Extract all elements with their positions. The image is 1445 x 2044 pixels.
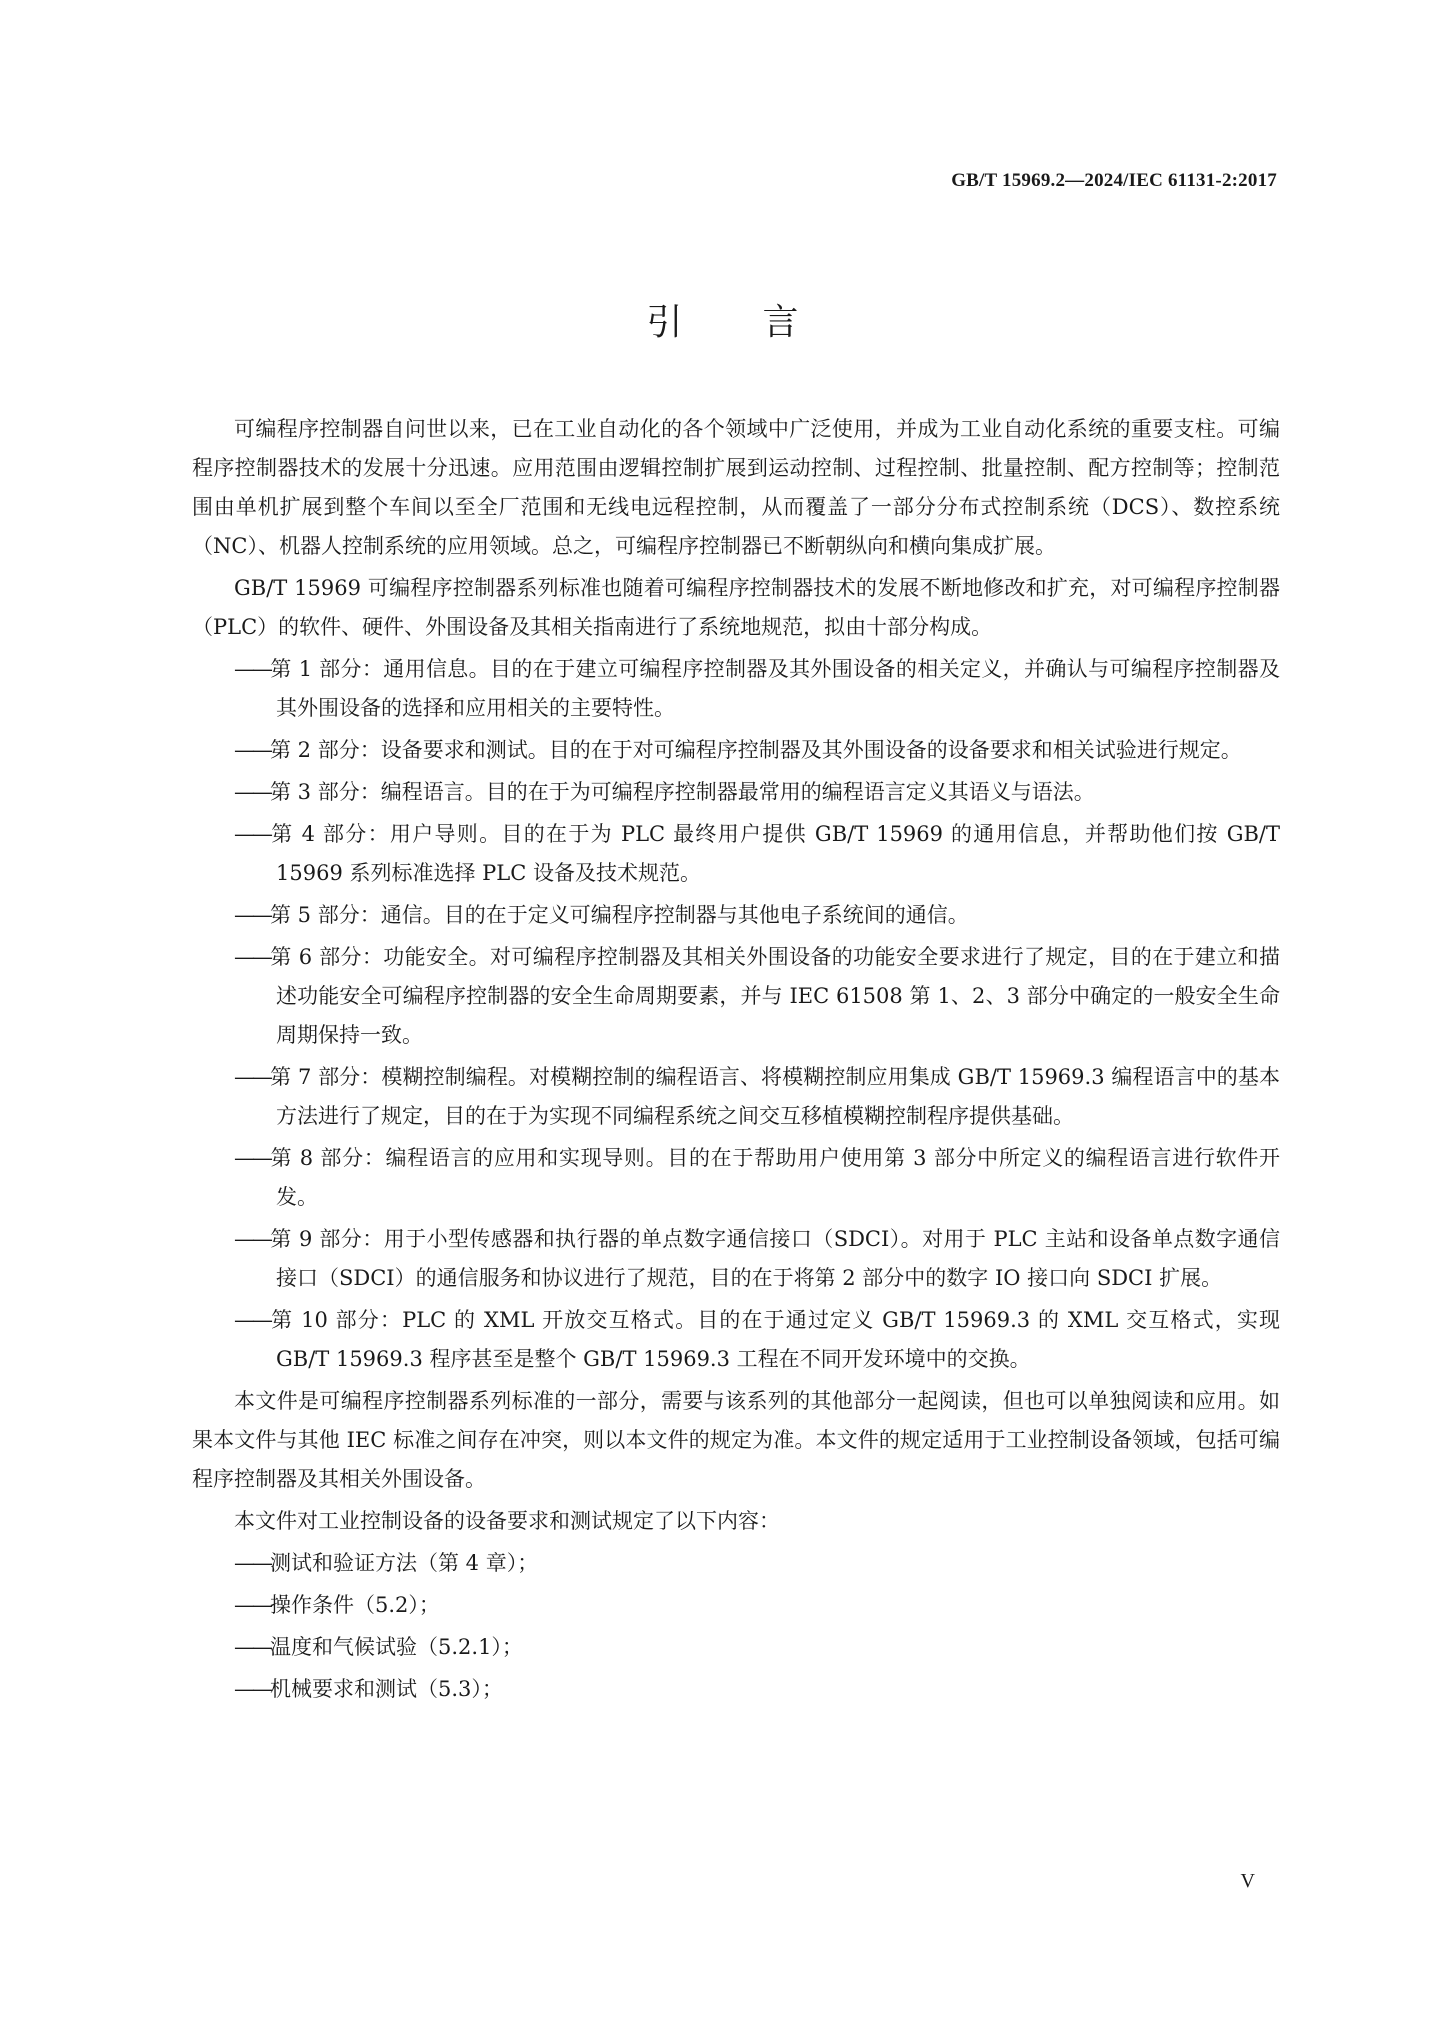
list-item-content-3 xyxy=(192,1628,1280,1667)
list-item-text: 第 6 部分：功能安全。对可编程序控制器及其相关外围设备的功能安全要求进行了规定，目的在于建立和描述功能安全可编程序控制器的安全生命周期要素，并与 IEC 61508 第 1、2、3 部分中确定的一般安全生命周期保持一致。 xyxy=(270,945,1280,1047)
dash-marker: —— xyxy=(234,1227,270,1251)
list-item-text: 第 10 部分：PLC 的 XML 开放交互格式。目的在于通过定义 GB/T 15969.3 的 XML 交互格式，实现 GB/T 15969.3 程序甚至是整个 GB/T 15969.3 工程在不同开发环境中的交换。 xyxy=(270,1308,1280,1371)
list-item-text: 机械要求和测试（5.3）； xyxy=(270,1677,503,1701)
list-item-part-1 xyxy=(192,650,1280,728)
paragraph-intro-1: 可编程序控制器自问世以来，已在工业自动化的各个领域中广泛使用，并成为工业自动化系统的重要支柱。可编程序控制器技术的发展十分迅速。应用范围由逻辑控制扩展到运动控制、过程控制、批量控制、配方控制等；控制范围由单机扩展到整个车间以至全厂范围和无线电远程控制，从而覆盖了一部分分布式控制系统（DCS）、数控系统（NC）、机器人控制系统的应用领域。总之，可编程序控制器已不断朝纵向和横向集成扩展。 xyxy=(192,417,1280,558)
standard-number-header: GB/T 15969.2—2024/IEC 61131-2:2017 xyxy=(951,170,1277,191)
list-item-text: 温度和气候试验（5.2.1）； xyxy=(270,1635,523,1659)
dash-marker: —— xyxy=(234,1308,270,1332)
list-item-text: 第 7 部分：模糊控制编程。对模糊控制的编程语言、将模糊控制应用集成 GB/T 15969.3 编程语言中的基本方法进行了规定，目的在于为实现不同编程系统之间交互移植模糊控制程序提供基础。 xyxy=(270,1065,1280,1128)
paragraph-intro-2: GB/T 15969 可编程序控制器系列标准也随着可编程序控制器技术的发展不断地修改和扩充，对可编程序控制器（PLC）的软件、硬件、外围设备及其相关指南进行了系统地规范，拟由十部分构成。 xyxy=(192,576,1280,639)
list-item-text: 第 9 部分：用于小型传感器和执行器的单点数字通信接口（SDCI）。对用于 PLC 主站和设备单点数字通信接口（SDCI）的通信服务和协议进行了规范，目的在于将第 2 部分中的数字 IO 接口向 SDCI 扩展。 xyxy=(270,1227,1280,1290)
list-item-part-3 xyxy=(192,773,1280,812)
list-item-content-1 xyxy=(192,1544,1280,1583)
list-item-text: 第 3 部分：编程语言。目的在于为可编程序控制器最常用的编程语言定义其语义与语法。 xyxy=(270,780,1095,804)
dash-marker: —— xyxy=(234,822,270,846)
contents-list xyxy=(192,1544,1280,1709)
list-item-part-6 xyxy=(192,938,1280,1055)
list-item-text: 测试和验证方法（第 4 章）； xyxy=(270,1551,539,1575)
dash-marker: —— xyxy=(234,1593,270,1617)
list-item-part-8 xyxy=(192,1139,1280,1217)
list-item-text: 第 8 部分：编程语言的应用和实现导则。目的在于帮助用户使用第 3 部分中所定义的编程语言进行软件开发。 xyxy=(270,1146,1280,1209)
dash-marker: —— xyxy=(234,780,270,804)
list-item-content-2 xyxy=(192,1586,1280,1625)
list-item-text: 第 5 部分：通信。目的在于定义可编程序控制器与其他电子系统间的通信。 xyxy=(270,903,969,927)
list-item-text: 第 1 部分：通用信息。目的在于建立可编程序控制器及其外围设备的相关定义，并确认与可编程序控制器及其外围设备的选择和应用相关的主要特性。 xyxy=(270,657,1280,720)
list-item-part-10 xyxy=(192,1301,1280,1379)
list-item-part-7 xyxy=(192,1058,1280,1136)
list-item-part-2 xyxy=(192,731,1280,770)
list-item-part-9 xyxy=(192,1220,1280,1298)
dash-marker: —— xyxy=(234,1551,270,1575)
dash-marker: —— xyxy=(234,903,270,927)
dash-marker: —— xyxy=(234,1146,270,1170)
dash-marker: —— xyxy=(234,945,270,969)
list-item-part-4 xyxy=(192,815,1280,893)
page-number: V xyxy=(1240,1870,1255,1892)
list-item-part-5 xyxy=(192,896,1280,935)
dash-marker: —— xyxy=(234,738,270,762)
dash-marker: —— xyxy=(234,1065,270,1089)
parts-list xyxy=(192,650,1280,1379)
dash-marker: —— xyxy=(234,1635,270,1659)
dash-marker: —— xyxy=(234,1677,270,1701)
document-body xyxy=(192,410,1280,1712)
list-item-content-4 xyxy=(192,1670,1280,1709)
paragraph-intro-3: 本文件是可编程序控制器系列标准的一部分，需要与该系列的其他部分一起阅读，但也可以单独阅读和应用。如果本文件与其他 IEC 标准之间存在冲突，则以本文件的规定为准。本文件的规定适用于工业控制设备领域，包括可编程序控制器及其相关外围设备。 xyxy=(192,1389,1280,1491)
list-item-text: 操作条件（5.2）； xyxy=(270,1593,440,1617)
list-item-text: 第 2 部分：设备要求和测试。目的在于对可编程序控制器及其外围设备的设备要求和相关试验进行规定。 xyxy=(270,738,1242,762)
page-title: 引言 xyxy=(646,302,879,343)
dash-marker: —— xyxy=(234,657,270,681)
list-item-text: 第 4 部分：用户导则。目的在于为 PLC 最终用户提供 GB/T 15969 的通用信息，并帮助他们按 GB/T 15969 系列标准选择 PLC 设备及技术规范。 xyxy=(270,822,1280,885)
paragraph-intro-4: 本文件对工业控制设备的设备要求和测试规定了以下内容： xyxy=(234,1509,780,1533)
